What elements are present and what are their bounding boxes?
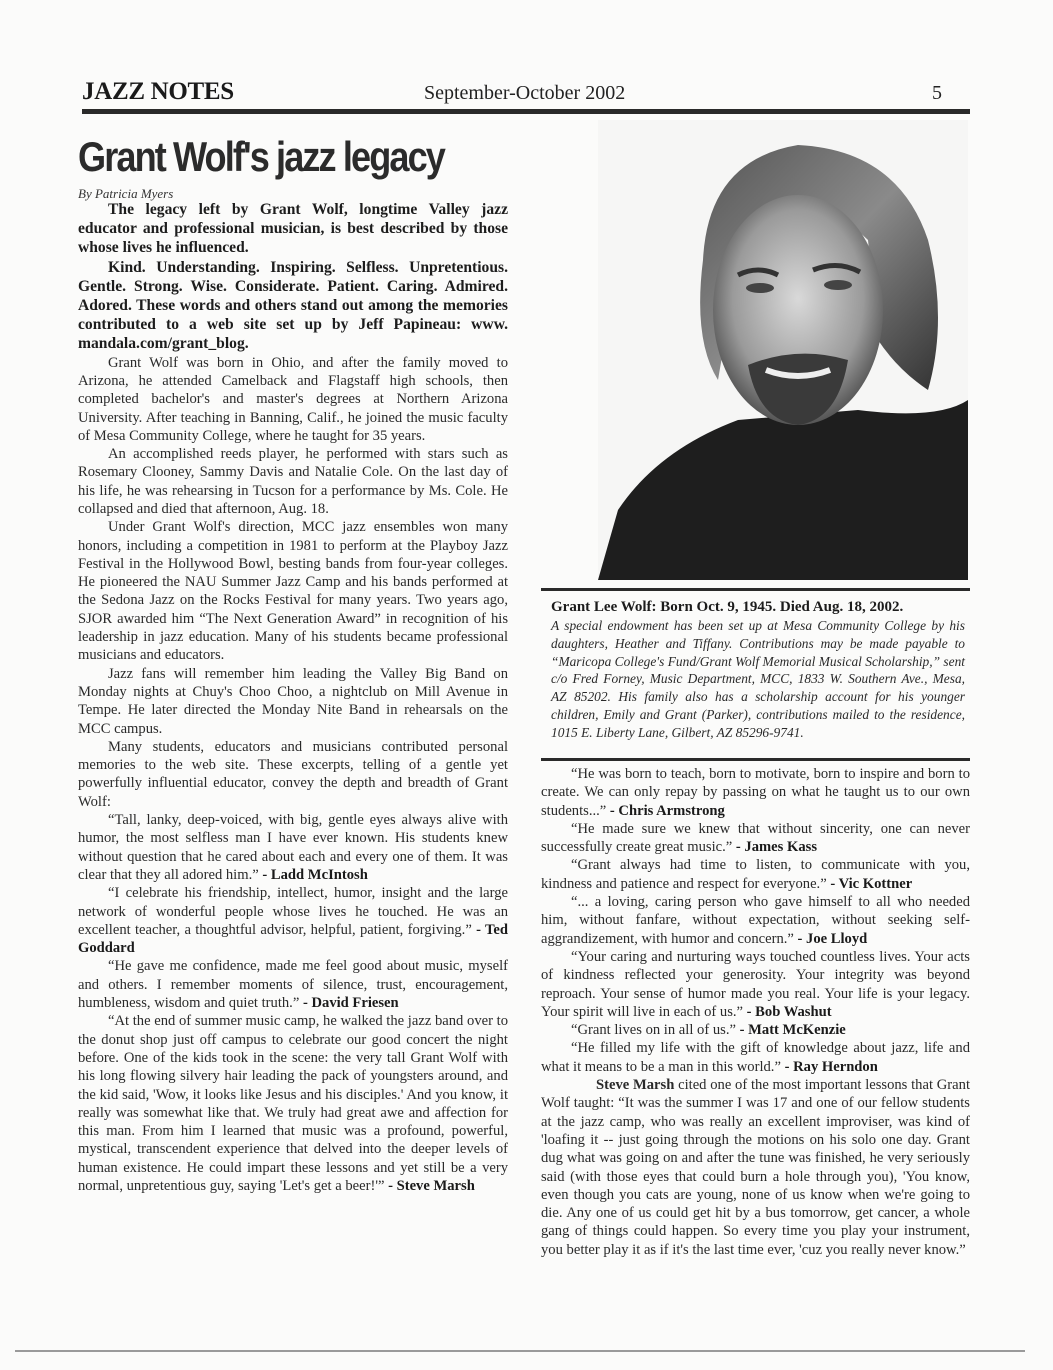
closing-paragraph — [541, 1076, 970, 1259]
quote — [541, 820, 970, 857]
quote-text: “I celebrate his friendship, intellect, humor, insight and the large network of wonderful people whose lives he touched. He was an excellent teacher, a thoughtful advisor, helpful, patient, forgiving.” — [78, 885, 508, 938]
photo-caption — [551, 598, 965, 742]
caption-rule — [541, 758, 970, 761]
quote-author: - Ted Goddard — [78, 921, 508, 957]
quote-author: - Chris Armstrong — [609, 802, 725, 819]
quote-text: “... a loving, caring person who gave himself to all who needed him, without fanfare, without expectation, without seeking self-aggrandizement, with humor and concern.” — [541, 894, 970, 947]
right-column — [541, 765, 970, 1259]
quote — [78, 957, 508, 1012]
portrait-illustration — [598, 120, 968, 580]
quote-text: “Grant always had time to listen, to communicate with you, kindness and patience and respect for everyone.” — [541, 857, 970, 892]
article-headline: Grant Wolf's jazz legacy — [78, 133, 444, 180]
quote-author: - Matt McKenzie — [739, 1022, 846, 1039]
footer-rule — [15, 1350, 1025, 1352]
publication-name: JAZZ NOTES — [82, 78, 234, 105]
left-column — [78, 200, 508, 1195]
quote-author: - James Kass — [735, 839, 817, 856]
lede-paragraph-1: The legacy left by Grant Wolf, longtime Valley jazz educator and professional musician, is best described by those whose lives he influenced. — [78, 201, 508, 257]
quote-author: - Steve Marsh — [388, 1177, 475, 1194]
masthead-bar — [82, 76, 970, 108]
closing-name: Steve Marsh — [596, 1077, 675, 1094]
byline: By Patricia Myers — [78, 186, 174, 201]
quote-author: - Joe Lloyd — [797, 930, 868, 947]
quote — [78, 884, 508, 957]
quote-author: - Ray Herndon — [784, 1058, 878, 1075]
quote — [541, 948, 970, 1021]
body-paragraph: Many students, educators and musicians contributed personal memories to the web site. These excerpts, telling of a gentle yet powerfully influential educator, convey the depth and breadth of Grant Wolf: — [78, 738, 508, 810]
quote-text: “He was born to teach, born to motivate, born to inspire and born to create. We can only repay by passing on what he taught us to our own students...” — [541, 766, 970, 819]
quote-text: “Your caring and nurturing ways touched countless lives. Your acts of kindness reflected your generosity. Your integrity was beyond reproach. Your sense of humor made you real. Your life is your legacy. Your spirit will live in each of us.” — [541, 948, 970, 1020]
body-paragraph: Under Grant Wolf's direction, MCC jazz ensembles won many honors, including a competition in 1981 to perform at the Playboy Jazz Festival in the Hollywood Bowl, besting bands from four-year colleges. He pioneered the NAU Summer Jazz Camp and his bands performed at the Sedona Jazz on the Rocks Festival for many years. Two years ago, SJOR awarded him “The Next Generation Award” in recognition of his leadership in jazz education. Many of his students became professional musicians and educators. — [78, 519, 508, 664]
quote-text: “Tall, lanky, deep-voiced, with big, gentle eyes always alive with humor, the most selfless man I have ever known. His students knew without question that he cared about each and every one of them. It was clear that they all adored him.” — [78, 812, 508, 883]
quote-author: - Ladd McIntosh — [262, 866, 368, 883]
quote-text: “He gave me confidence, made me feel good about music, myself and others. I remember moments of silence, trust, encouragement, humbleness, wisdom and quiet truth.” — [78, 958, 508, 1012]
body-paragraph: Grant Wolf was born in Ohio, and after the family moved to Arizona, he attended Camelback and Flagstaff high schools, then completed bachelor's and master's degrees at Northern Arizona University. After teaching in Banning, Calif., he joined the music faculty of Mesa Community College, where he taught for 35 years. — [78, 354, 508, 444]
quote — [78, 811, 508, 884]
quote — [78, 1012, 508, 1195]
quote-author: - David Friesen — [302, 995, 399, 1012]
portrait-photo — [598, 120, 968, 580]
quote-author: - Vic Kottner — [830, 875, 913, 892]
quote — [541, 1021, 970, 1039]
quote — [541, 856, 970, 893]
quote-text: “He filled my life with the gift of knowledge about jazz, life and what it means to be a man in this world.” — [541, 1040, 970, 1075]
quote — [541, 765, 970, 820]
caption-body: A special endowment has been set up at Mesa Community College by his daughters, Heather and Tiffany. Contributions may be made payable to “Maricopa College's Fund/Grant Wolf Memorial Musical Scholarship,” sent c/o Fred Forney, Music Department, MCC, 1833 W. Southern Ave., Mesa, AZ 85202. His family also has a scholarship account for his younger children, Emily and Grant (Parker), contributions mailed to the residence, 1015 E. Liberty Lane, Gilbert, AZ 85296-9741. — [551, 618, 965, 740]
caption-title: Grant Lee Wolf: Born Oct. 9, 1945. Died Aug. 18, 2002. — [551, 599, 904, 615]
lede-paragraph-2: Kind. Understanding. Inspiring. Selfless. Unpretentious. Gentle. Strong. Wise. Considerate. Patient. Caring. Admired. Adored. These words and others stand out among the memories contributed to a web site set up by Jeff Papineau: www. mandala.com/grant_blog. — [78, 258, 508, 353]
quote-text: “At the end of summer music camp, he walked the jazz band over to the donut shop just off campus to celebrate our good concert the night before. One of the kids took in the scene: the very tall Grant Wolf with his long flowing silvery hair leading the pack of youngsters around, and the kid said, 'Wow, it looks like Jesus and his disciples.' And you know, it really was somewhat like that. We truly had great awe and affection for this man. From him I learned that music was a profound, powerful, mystical, transcendent experience that delved into the deeper levels of human existence. He could impart these lessons and yet still be a very normal, unpretentious guy, saying 'Let's get a beer!'” — [78, 1013, 508, 1194]
quote-text: “He made sure we knew that without sincerity, one can never successfully create great music.” — [541, 820, 970, 856]
body-paragraph: An accomplished reeds player, he performed with stars such as Rosemary Clooney, Sammy Davis and Natalie Cole. On the last day of his life, he was rehearsing in Tucson for a performance by Ms. Cole. He collapsed and died that afternoon, Aug. 18. — [78, 446, 508, 517]
quote — [541, 893, 970, 948]
issue-date: September-October 2002 — [424, 82, 626, 104]
quote-text: “Grant lives on in all of us.” — [571, 1022, 736, 1039]
masthead-rule — [82, 109, 970, 114]
closing-text: cited one of the most important lessons that Grant Wolf taught: “It was the summer I was 17 and one of our fellow students at the jazz camp, who was really an excellent improviser, was kind of 'loafing it -- just going through the motions on his solo one day. Grant dug what was going on and after the tune was finished, he very seriously said (with those eyes that could burn a hole through you), 'You know, even though you cats are young, none of us know when we're going to die. Any one of us could get hit by a bus tomorrow, get cancer, a whole gang of things could happen. So every time you play your instrument, you better play it as if it's the last time ever, 'cuz you really never know.” — [541, 1077, 970, 1258]
quote-author: - Bob Washut — [746, 1003, 832, 1020]
photo-rule — [541, 588, 970, 591]
page-number: 5 — [932, 82, 942, 104]
body-paragraph: Jazz fans will remember him leading the Valley Big Band on Monday nights at Chuy's Choo Choo, a nightclub on Mill Avenue in Tempe. He later directed the Monday Nite Band in rehearsals on the MCC campus. — [78, 665, 508, 737]
quote — [541, 1039, 970, 1076]
